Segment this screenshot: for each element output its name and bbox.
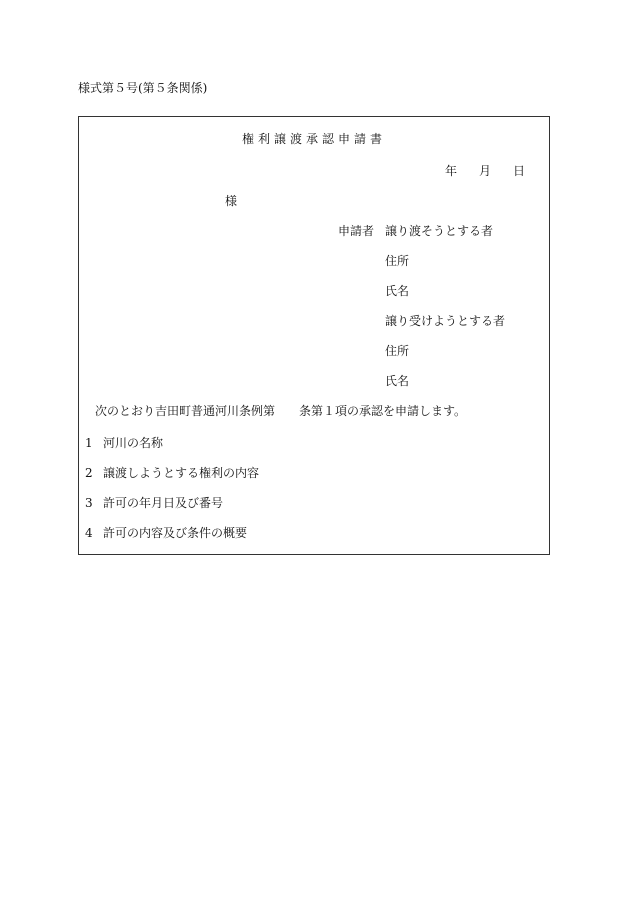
date-year-label: 年	[444, 164, 457, 178]
transferor-address-label: 住所	[385, 254, 410, 268]
statement-before: 次のとおり吉田町普通河川条例第	[95, 404, 276, 418]
date-month-label: 月	[478, 164, 491, 178]
application-form-frame	[78, 116, 550, 555]
transferor-label: 譲り渡そうとする者	[385, 224, 494, 238]
item-number: 1	[85, 436, 93, 450]
item-number: 3	[85, 496, 93, 510]
application-statement	[95, 403, 466, 419]
item-label: 河川の名称	[103, 436, 164, 450]
form-title: 権利譲渡承認申請書	[241, 132, 386, 146]
list-item	[85, 435, 163, 451]
item-label: 許可の内容及び条件の概要	[103, 526, 248, 540]
statement-after: 条第１項の承認を申請します。	[299, 404, 467, 418]
applicant-label: 申請者	[338, 224, 375, 238]
transferor-name-label: 氏名	[385, 284, 410, 298]
item-number: 4	[85, 526, 93, 540]
transferee-address-label: 住所	[385, 344, 410, 358]
transferee-name-label: 氏名	[385, 374, 410, 388]
item-label: 許可の年月日及び番号	[103, 496, 224, 510]
date-day-label: 日	[512, 164, 525, 178]
list-item	[85, 495, 223, 511]
transferee-label: 譲り受けようとする者	[385, 314, 506, 328]
addressee-suffix: 様	[225, 194, 238, 208]
list-item	[85, 525, 247, 541]
list-item	[85, 465, 259, 481]
item-number: 2	[85, 466, 93, 480]
date-line	[445, 163, 525, 179]
item-label: 譲渡しようとする権利の内容	[103, 466, 260, 480]
form-number-label: 様式第５号(第５条関係)	[78, 81, 208, 95]
